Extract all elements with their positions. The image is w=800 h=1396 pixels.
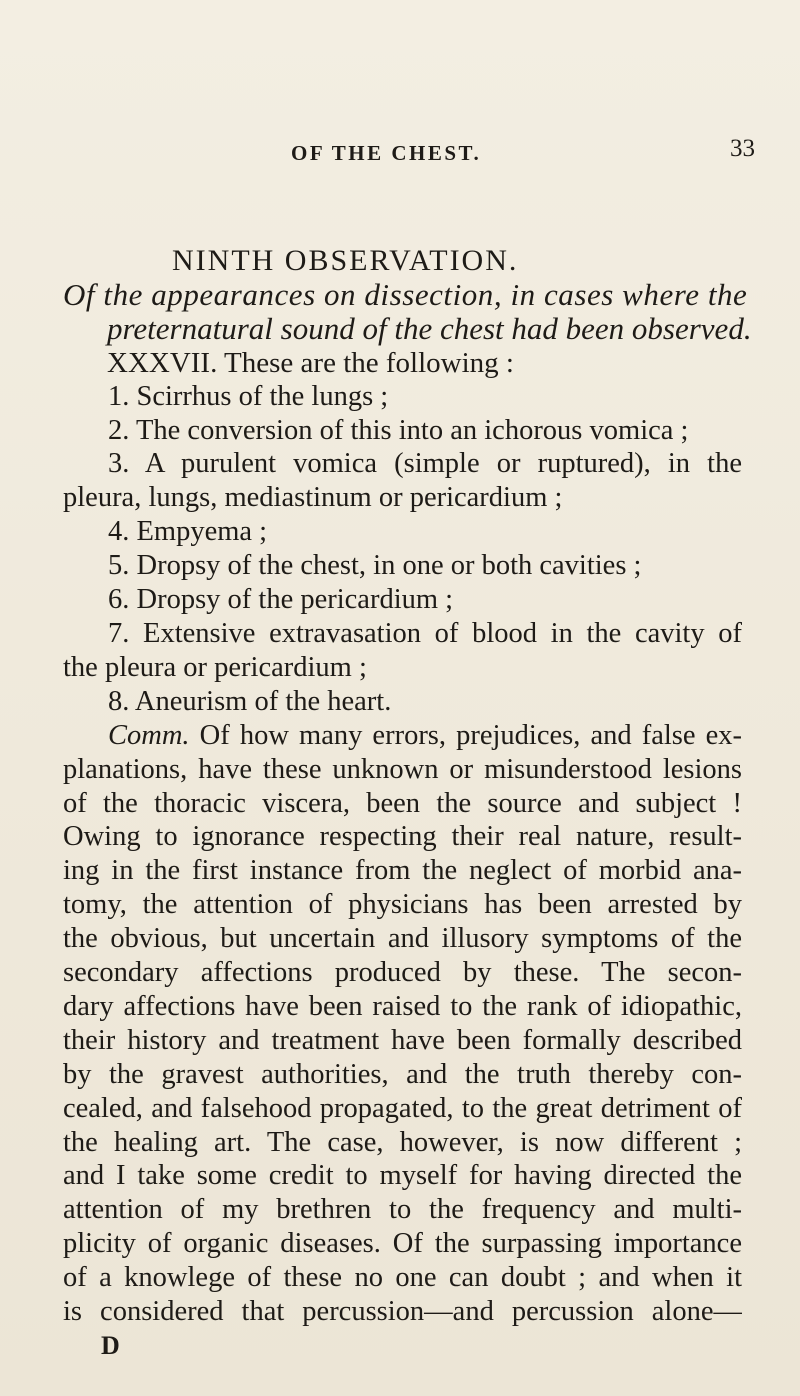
commentary-line: planations, have these unknown or misunderstood lesions [63, 754, 742, 785]
commentary-line: Owing to ignorance respecting their real nature, result- [63, 821, 742, 852]
commentary-line: ing in the first instance from the neglect of morbid ana- [63, 855, 742, 886]
commentary-line: by the gravest authorities, and the truth thereby con- [63, 1059, 742, 1090]
list-item: 1. Scirrhus of the lungs ; [108, 381, 389, 412]
signature-mark: D [101, 1331, 120, 1360]
list-item: 6. Dropsy of the pericardium ; [108, 584, 454, 615]
commentary-first-line [108, 720, 742, 754]
commentary-line: of a knowlege of these no one can doubt ; and when it [63, 1262, 742, 1293]
commentary-text: Of how many errors, prejudices, and false ex- [199, 720, 742, 751]
section-intro: XXXVII. These are the following : [107, 347, 514, 379]
subtitle-line-2: preternatural sound of the chest had been observed. [107, 311, 752, 346]
observation-title: NINTH OBSERVATION. [172, 244, 519, 277]
commentary-line: their history and treatment have been formally described [63, 1025, 742, 1056]
commentary-line: the obvious, but uncertain and illusory symptoms of the [63, 923, 742, 954]
commentary-line: of the thoracic viscera, been the source and subject ! [63, 788, 742, 819]
subtitle-line-1: Of the appearances on dissection, in cases where the [63, 277, 748, 312]
commentary-line: is considered that percussion—and percussion alone— [63, 1296, 742, 1327]
commentary-line: dary affections have been raised to the rank of idiopathic, [63, 991, 742, 1022]
commentary-line: the healing art. The case, however, is now different ; [63, 1127, 742, 1158]
commentary-label: Comm. [108, 720, 190, 751]
page-number: 33 [730, 135, 755, 162]
list-item: 4. Empyema ; [108, 516, 268, 547]
commentary-line: secondary affections produced by these. The secon- [63, 957, 742, 988]
list-item: 7. Extensive extravasation of blood in the cavity of [108, 618, 742, 649]
list-item-continuation: pleura, lungs, mediastinum or pericardium ; [63, 482, 563, 513]
list-item-continuation: the pleura or pericardium ; [63, 652, 367, 683]
commentary-line: plicity of organic diseases. Of the surpassing importance [63, 1228, 742, 1259]
list-item: 3. A purulent vomica (simple or ruptured), in the [108, 448, 742, 479]
running-title: OF THE CHEST. [291, 141, 482, 165]
commentary-line: attention of my brethren to the frequency and multi- [63, 1194, 742, 1225]
list-item: 2. The conversion of this into an ichorous vomica ; [108, 415, 689, 446]
commentary-line: and I take some credit to myself for having directed the [63, 1160, 742, 1191]
list-item: 5. Dropsy of the chest, in one or both cavities ; [108, 550, 642, 581]
commentary-line: cealed, and falsehood propagated, to the great detriment of [63, 1093, 742, 1124]
list-item: 8. Aneurism of the heart. [108, 686, 392, 717]
commentary-line: tomy, the attention of physicians has been arrested by [63, 889, 742, 920]
